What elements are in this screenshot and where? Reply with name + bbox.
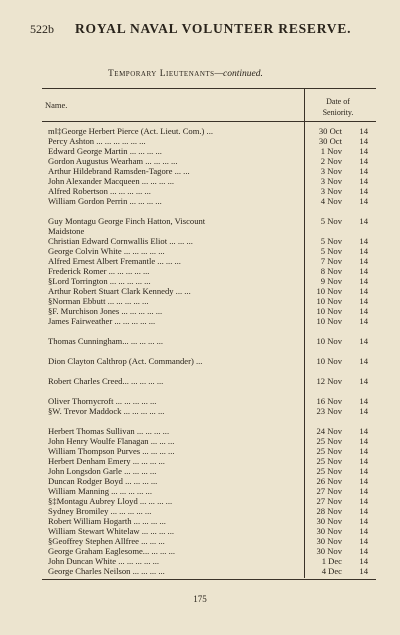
- seniority-date: 23 Nov: [316, 406, 342, 416]
- officer-name: Duncan Rodger Boyd ... ... ... ...: [48, 476, 158, 486]
- officer-name: Robert William Hogarth ... ... ... ...: [48, 516, 166, 526]
- seniority-date: 3 Nov: [320, 166, 342, 176]
- seniority-date: 30 Nov: [316, 526, 342, 536]
- seniority-year: 14: [359, 426, 368, 436]
- seniority-year: 14: [359, 216, 368, 226]
- section-title: [108, 69, 263, 79]
- seniority-year: 14: [359, 556, 368, 566]
- seniority-date: 30 Oct: [318, 126, 342, 136]
- seniority-year: 14: [359, 536, 368, 546]
- officer-name: §Norman Ebbutt ... ... ... ... ...: [48, 296, 149, 306]
- seniority-year: 14: [359, 156, 368, 166]
- list-item: [42, 546, 376, 556]
- seniority-date: 30 Nov: [316, 536, 342, 546]
- seniority-date: 30 Nov: [316, 546, 342, 556]
- officer-name: George Charles Neilson ... ... ... ...: [48, 566, 165, 576]
- list-item: [42, 456, 376, 466]
- seniority-date: 25 Nov: [316, 446, 342, 456]
- seniority-year: 14: [359, 316, 368, 326]
- seniority-date: 1 Dec: [321, 556, 342, 566]
- seniority-date: 10 Nov: [316, 336, 342, 346]
- list-item: [42, 186, 376, 196]
- seniority-date: 16 Nov: [316, 396, 342, 406]
- column-header-date-line2: Seniority.: [322, 108, 354, 117]
- seniority-date: 27 Nov: [316, 496, 342, 506]
- seniority-date: 10 Nov: [316, 356, 342, 366]
- officer-name: John Duncan White ... ... ... ... ...: [48, 556, 160, 566]
- seniority-year: 14: [359, 376, 368, 386]
- list-item: [42, 566, 376, 576]
- seniority-date: 10 Nov: [316, 286, 342, 296]
- officer-name: John Henry Woulfe Flanagan ... ... ...: [48, 436, 175, 446]
- seniority-year: 14: [359, 506, 368, 516]
- officer-name: Alfred Robertson ... ... ... ... ...: [48, 186, 151, 196]
- seniority-year: 14: [359, 466, 368, 476]
- seniority-year: 14: [359, 446, 368, 456]
- seniority-year: 14: [359, 296, 368, 306]
- list-item: [42, 336, 376, 346]
- list-item: [42, 436, 376, 446]
- seniority-date: 30 Oct: [318, 136, 342, 146]
- seniority-date: 8 Nov: [320, 266, 342, 276]
- officer-name: §Geoffrey Stephen Allfree ... ... ...: [48, 536, 165, 546]
- seniority-date: 25 Nov: [316, 466, 342, 476]
- seniority-year: 14: [359, 266, 368, 276]
- seniority-date: 10 Nov: [316, 316, 342, 326]
- seniority-year: 14: [359, 356, 368, 366]
- seniority-date: 7 Nov: [320, 256, 342, 266]
- seniority-year: 14: [359, 396, 368, 406]
- officer-name: Herbert Thomas Sullivan ... ... ... ...: [48, 426, 170, 436]
- seniority-year: 14: [359, 146, 368, 156]
- officer-name: Thomas Cunningham... ... ... ... ...: [48, 336, 164, 346]
- list-item: [42, 356, 376, 366]
- seniority-year: 14: [359, 286, 368, 296]
- list-item: [42, 136, 376, 146]
- seniority-date: 10 Nov: [316, 296, 342, 306]
- officer-name: William Thompson Purves ... ... ... ...: [48, 446, 175, 456]
- seniority-date: 24 Nov: [316, 426, 342, 436]
- seniority-year: 14: [359, 496, 368, 506]
- list-item: [42, 496, 376, 506]
- list-item: [42, 306, 376, 316]
- officer-name: Arthur Robert Stuart Clark Kennedy ... ...: [48, 286, 191, 296]
- officer-name: John Longsdon Garle ... ... ... ...: [48, 466, 157, 476]
- officer-name: Dion Clayton Calthrop (Act. Commander) ...: [48, 356, 203, 366]
- officer-name: Guy Montagu George Finch Hatton, Viscount: [48, 216, 206, 226]
- list-item: [42, 126, 376, 136]
- seniority-date: 3 Nov: [320, 186, 342, 196]
- seniority-year: 14: [359, 306, 368, 316]
- list-item: [42, 476, 376, 486]
- list-item: [42, 446, 376, 456]
- officer-name: Christian Edward Cornwallis Eliot ... ... ...: [48, 236, 193, 246]
- list-item: [42, 406, 376, 416]
- seniority-year: 14: [359, 256, 368, 266]
- officer-name: George Colvin White ... ... ... ... ...: [48, 246, 165, 256]
- list-item: [42, 216, 376, 226]
- officer-name: James Fairweather ... ... ... ... ...: [48, 316, 156, 326]
- list-item: [42, 266, 376, 276]
- list-item: [42, 486, 376, 496]
- seniority-date: 9 Nov: [320, 276, 342, 286]
- column-header-date-line1: Date of: [326, 97, 350, 106]
- list-item: [42, 296, 376, 306]
- officer-name: Maidstone: [48, 226, 85, 236]
- seniority-date: 27 Nov: [316, 486, 342, 496]
- list-item: [42, 376, 376, 386]
- officer-name: Herbert Denham Emery ... ... ... ...: [48, 456, 165, 466]
- officer-name: Arthur Hildebrand Ramsden-Tagore ... ...: [48, 166, 190, 176]
- list-item: [42, 426, 376, 436]
- seniority-date: 25 Nov: [316, 436, 342, 446]
- seniority-date: 2 Nov: [320, 156, 342, 166]
- officer-name: William Stewart Whitelaw ... ... ... ...: [48, 526, 174, 536]
- list-item: [42, 156, 376, 166]
- list-item: [42, 396, 376, 406]
- page-number: 522b: [30, 22, 54, 36]
- officer-name: Frederick Romer ... ... ... ... ...: [48, 266, 150, 276]
- seniority-year: 14: [359, 246, 368, 256]
- list-item: [42, 176, 376, 186]
- seniority-year: 14: [359, 196, 368, 206]
- seniority-year: 14: [359, 546, 368, 556]
- officer-name: Gordon Augustus Wearham ... ... ... ...: [48, 156, 178, 166]
- seniority-date: 26 Nov: [316, 476, 342, 486]
- list-item: [42, 226, 376, 236]
- officer-name: §Lord Torrington ... ... ... ... ...: [48, 276, 151, 286]
- seniority-year: 14: [359, 176, 368, 186]
- header-rule: [42, 121, 376, 122]
- seniority-date: 1 Nov: [320, 146, 342, 156]
- seniority-year: 14: [359, 436, 368, 446]
- seniority-year: 14: [359, 186, 368, 196]
- officer-name: §W. Trevor Maddock ... ... ... ... ...: [48, 406, 165, 416]
- seniority-date: 4 Nov: [320, 196, 342, 206]
- officer-name: Oliver Thornycroft ... ... ... ... ...: [48, 396, 157, 406]
- seniority-year: 14: [359, 126, 368, 136]
- seniority-year: 14: [359, 456, 368, 466]
- list-item: [42, 196, 376, 206]
- list-item: [42, 506, 376, 516]
- list-item: [42, 146, 376, 156]
- list-item: [42, 236, 376, 246]
- column-header-name: Name.: [45, 100, 68, 110]
- list-item: [42, 256, 376, 266]
- officer-name: William Manning ... ... ... ... ...: [48, 486, 152, 496]
- list-item: [42, 166, 376, 176]
- seniority-year: 14: [359, 276, 368, 286]
- folio-number: 175: [193, 594, 207, 604]
- seniority-date: 28 Nov: [316, 506, 342, 516]
- officer-name: William Gordon Perrin ... ... ... ...: [48, 196, 162, 206]
- section-title-text: Temporary Lieutenants: [108, 69, 215, 79]
- officer-name: George Graham Eaglesome... ... ... ...: [48, 546, 176, 556]
- list-item: [42, 276, 376, 286]
- seniority-year: 14: [359, 516, 368, 526]
- list-item: [42, 536, 376, 546]
- officer-name: John Alexander Macqueen ... ... ... ...: [48, 176, 175, 186]
- list-item: [42, 246, 376, 256]
- list-item: [42, 556, 376, 566]
- seniority-year: 14: [359, 526, 368, 536]
- officer-name: Percy Ashton ... ... ... ... ... ...: [48, 136, 146, 146]
- running-header: ROYAL NAVAL VOLUNTEER RESERVE.: [75, 21, 352, 36]
- seniority-year: 14: [359, 236, 368, 246]
- seniority-year: 14: [359, 336, 368, 346]
- seniority-year: 14: [359, 406, 368, 416]
- officer-name: §F. Murchison Jones ... ... ... ... ...: [48, 306, 163, 316]
- seniority-date: 12 Nov: [316, 376, 342, 386]
- officer-name: m‖‡George Herbert Pierce (Act. Lieut. Com.) ...: [48, 126, 214, 136]
- seniority-date: 5 Nov: [320, 236, 342, 246]
- officer-name: Sydney Bromiley ... ... ... ... ...: [48, 506, 152, 516]
- list-item: [42, 466, 376, 476]
- seniority-date: 5 Nov: [320, 216, 342, 226]
- seniority-year: 14: [359, 476, 368, 486]
- seniority-year: 14: [359, 136, 368, 146]
- column-header-date: [314, 96, 362, 118]
- list-item: [42, 526, 376, 536]
- officer-name: Edward George Martin ... ... ... ...: [48, 146, 162, 156]
- officer-name: Robert Charles Creed... ... ... ... ...: [48, 376, 164, 386]
- list-item: [42, 286, 376, 296]
- seniority-date: 5 Nov: [320, 246, 342, 256]
- seniority-date: 30 Nov: [316, 516, 342, 526]
- officer-name: §‡Montagu Aubrey Lloyd ... ... ... ...: [48, 496, 173, 506]
- list-item: [42, 516, 376, 526]
- seniority-year: 14: [359, 566, 368, 576]
- seniority-date: 4 Dec: [321, 566, 342, 576]
- section-title-suffix: —continued.: [214, 69, 263, 79]
- seniority-date: 25 Nov: [316, 456, 342, 466]
- seniority-date: 10 Nov: [316, 306, 342, 316]
- officer-name: Alfred Ernest Albert Fremantle ... ... ...: [48, 256, 181, 266]
- seniority-year: 14: [359, 166, 368, 176]
- list-item: [42, 316, 376, 326]
- seniority-year: 14: [359, 486, 368, 496]
- seniority-date: 3 Nov: [320, 176, 342, 186]
